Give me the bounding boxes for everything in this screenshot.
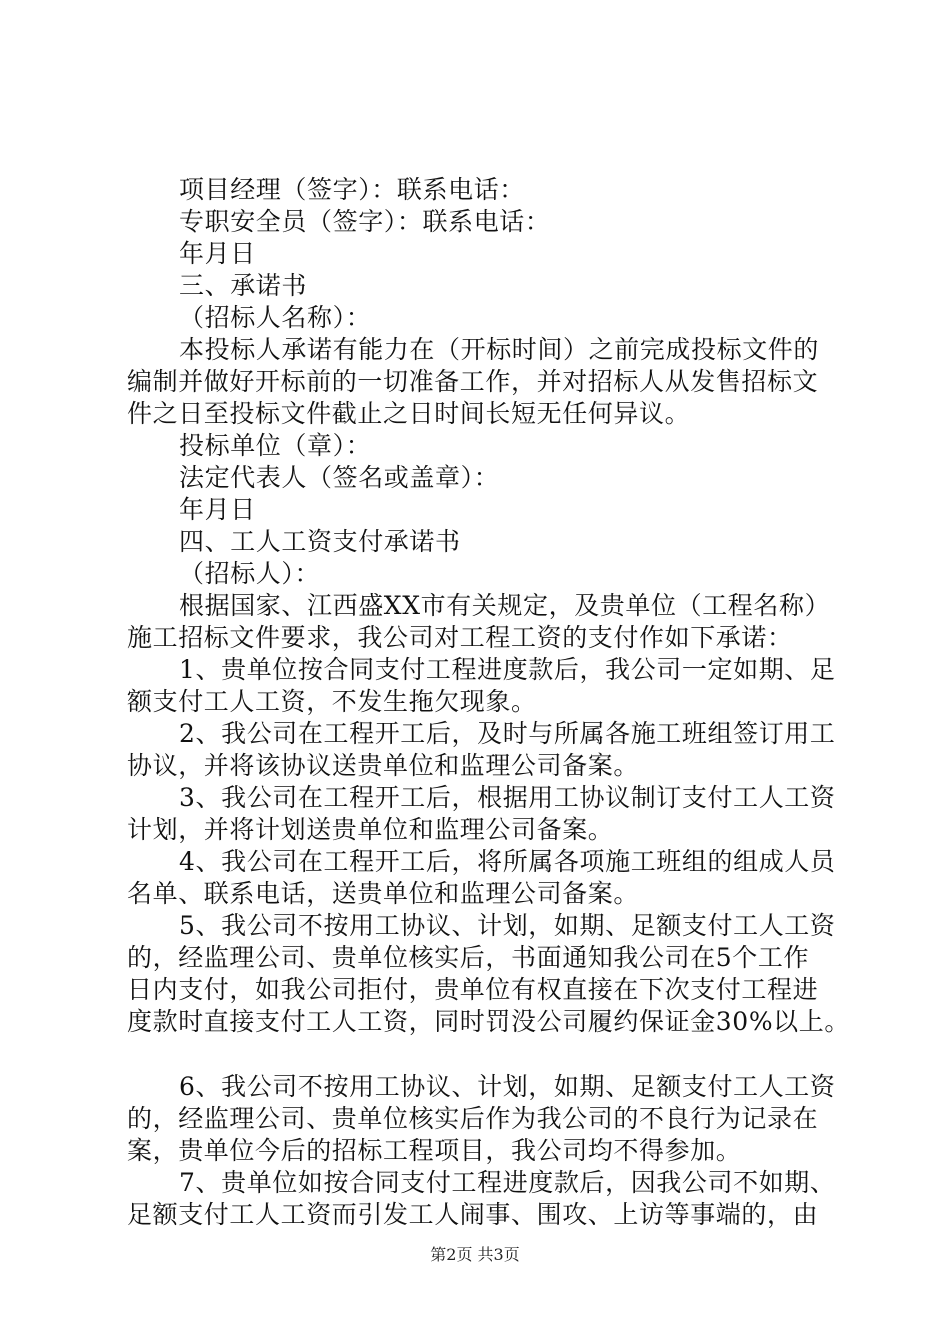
text-line: 6、我公司不按用工协议、计划，如期、足额支付工人工资	[179, 1072, 836, 1101]
text-line: 专职安全员（签字）：联系电话：	[179, 207, 551, 236]
text-line: 3、我公司在工程开工后，根据用工协议制订支付工人工资	[179, 783, 836, 812]
text-line: （招标人）：	[179, 559, 321, 588]
text-line: 5、我公司不按用工协议、计划，如期、足额支付工人工资	[179, 911, 836, 940]
text-line: 足额支付工人工资而引发工人闹事、围攻、上访等事端的，由	[127, 1200, 819, 1229]
text-line: 编制并做好开标前的一切准备工作，并对招标人从发售招标文	[127, 367, 819, 396]
text-line: 本投标人承诺有能力在（开标时间）之前完成投标文件的	[179, 335, 820, 364]
text-line: （招标人名称）：	[179, 303, 372, 332]
text-line: 投标单位（章）：	[179, 431, 372, 460]
text-line: 案，贵单位今后的招标工程项目，我公司均不得参加。	[127, 1136, 742, 1165]
text-line: 施工招标文件要求，我公司对工程工资的支付作如下承诺：	[127, 623, 793, 652]
text-line: 法定代表人（签名或盖章）：	[179, 463, 500, 492]
text-line: 年月日	[179, 495, 256, 524]
document-body	[127, 174, 850, 1231]
text-line: 1、贵单位按合同支付工程进度款后，我公司一定如期、足	[179, 655, 836, 684]
text-line: 计划，并将计划送贵单位和监理公司备案。	[127, 815, 614, 844]
text-line: 日内支付，如我公司拒付，贵单位有权直接在下次支付工程进	[127, 975, 819, 1004]
text-line: 名单、联系电话，送贵单位和监理公司备案。	[127, 879, 640, 908]
text-line: 的，经监理公司、贵单位核实后，书面通知我公司在5个工作	[127, 943, 810, 972]
text-line: 根据国家、江西盛XX市有关规定，及贵单位（工程名称）	[179, 591, 831, 620]
text-line: 件之日至投标文件截止之日时间长短无任何异议。	[127, 399, 691, 428]
text-line: 2、我公司在工程开工后，及时与所属各施工班组签订用工	[179, 719, 836, 748]
text-line: 7、贵单位如按合同支付工程进度款后，因我公司不如期、	[179, 1168, 836, 1197]
text-line: 三、承诺书	[179, 271, 308, 300]
text-line: 额支付工人工资，不发生拖欠现象。	[127, 687, 537, 716]
paragraph-gap	[127, 1038, 827, 1071]
text-line: 4、我公司在工程开工后，将所属各项施工班组的组成人员	[179, 847, 836, 876]
text-line: 项目经理（签字）：联系电话：	[179, 175, 525, 204]
page-footer: 第2页 共3页	[430, 1245, 520, 1264]
text-line: 年月日	[179, 239, 256, 268]
text-line: 协议，并将该协议送贵单位和监理公司备案。	[127, 751, 640, 780]
text-line: 度款时直接支付工人工资，同时罚没公司履约保证金30%以上。	[127, 1007, 850, 1036]
text-line: 四、工人工资支付承诺书	[179, 527, 461, 556]
text-line: 的，经监理公司、贵单位核实后作为我公司的不良行为记录在	[127, 1104, 819, 1133]
